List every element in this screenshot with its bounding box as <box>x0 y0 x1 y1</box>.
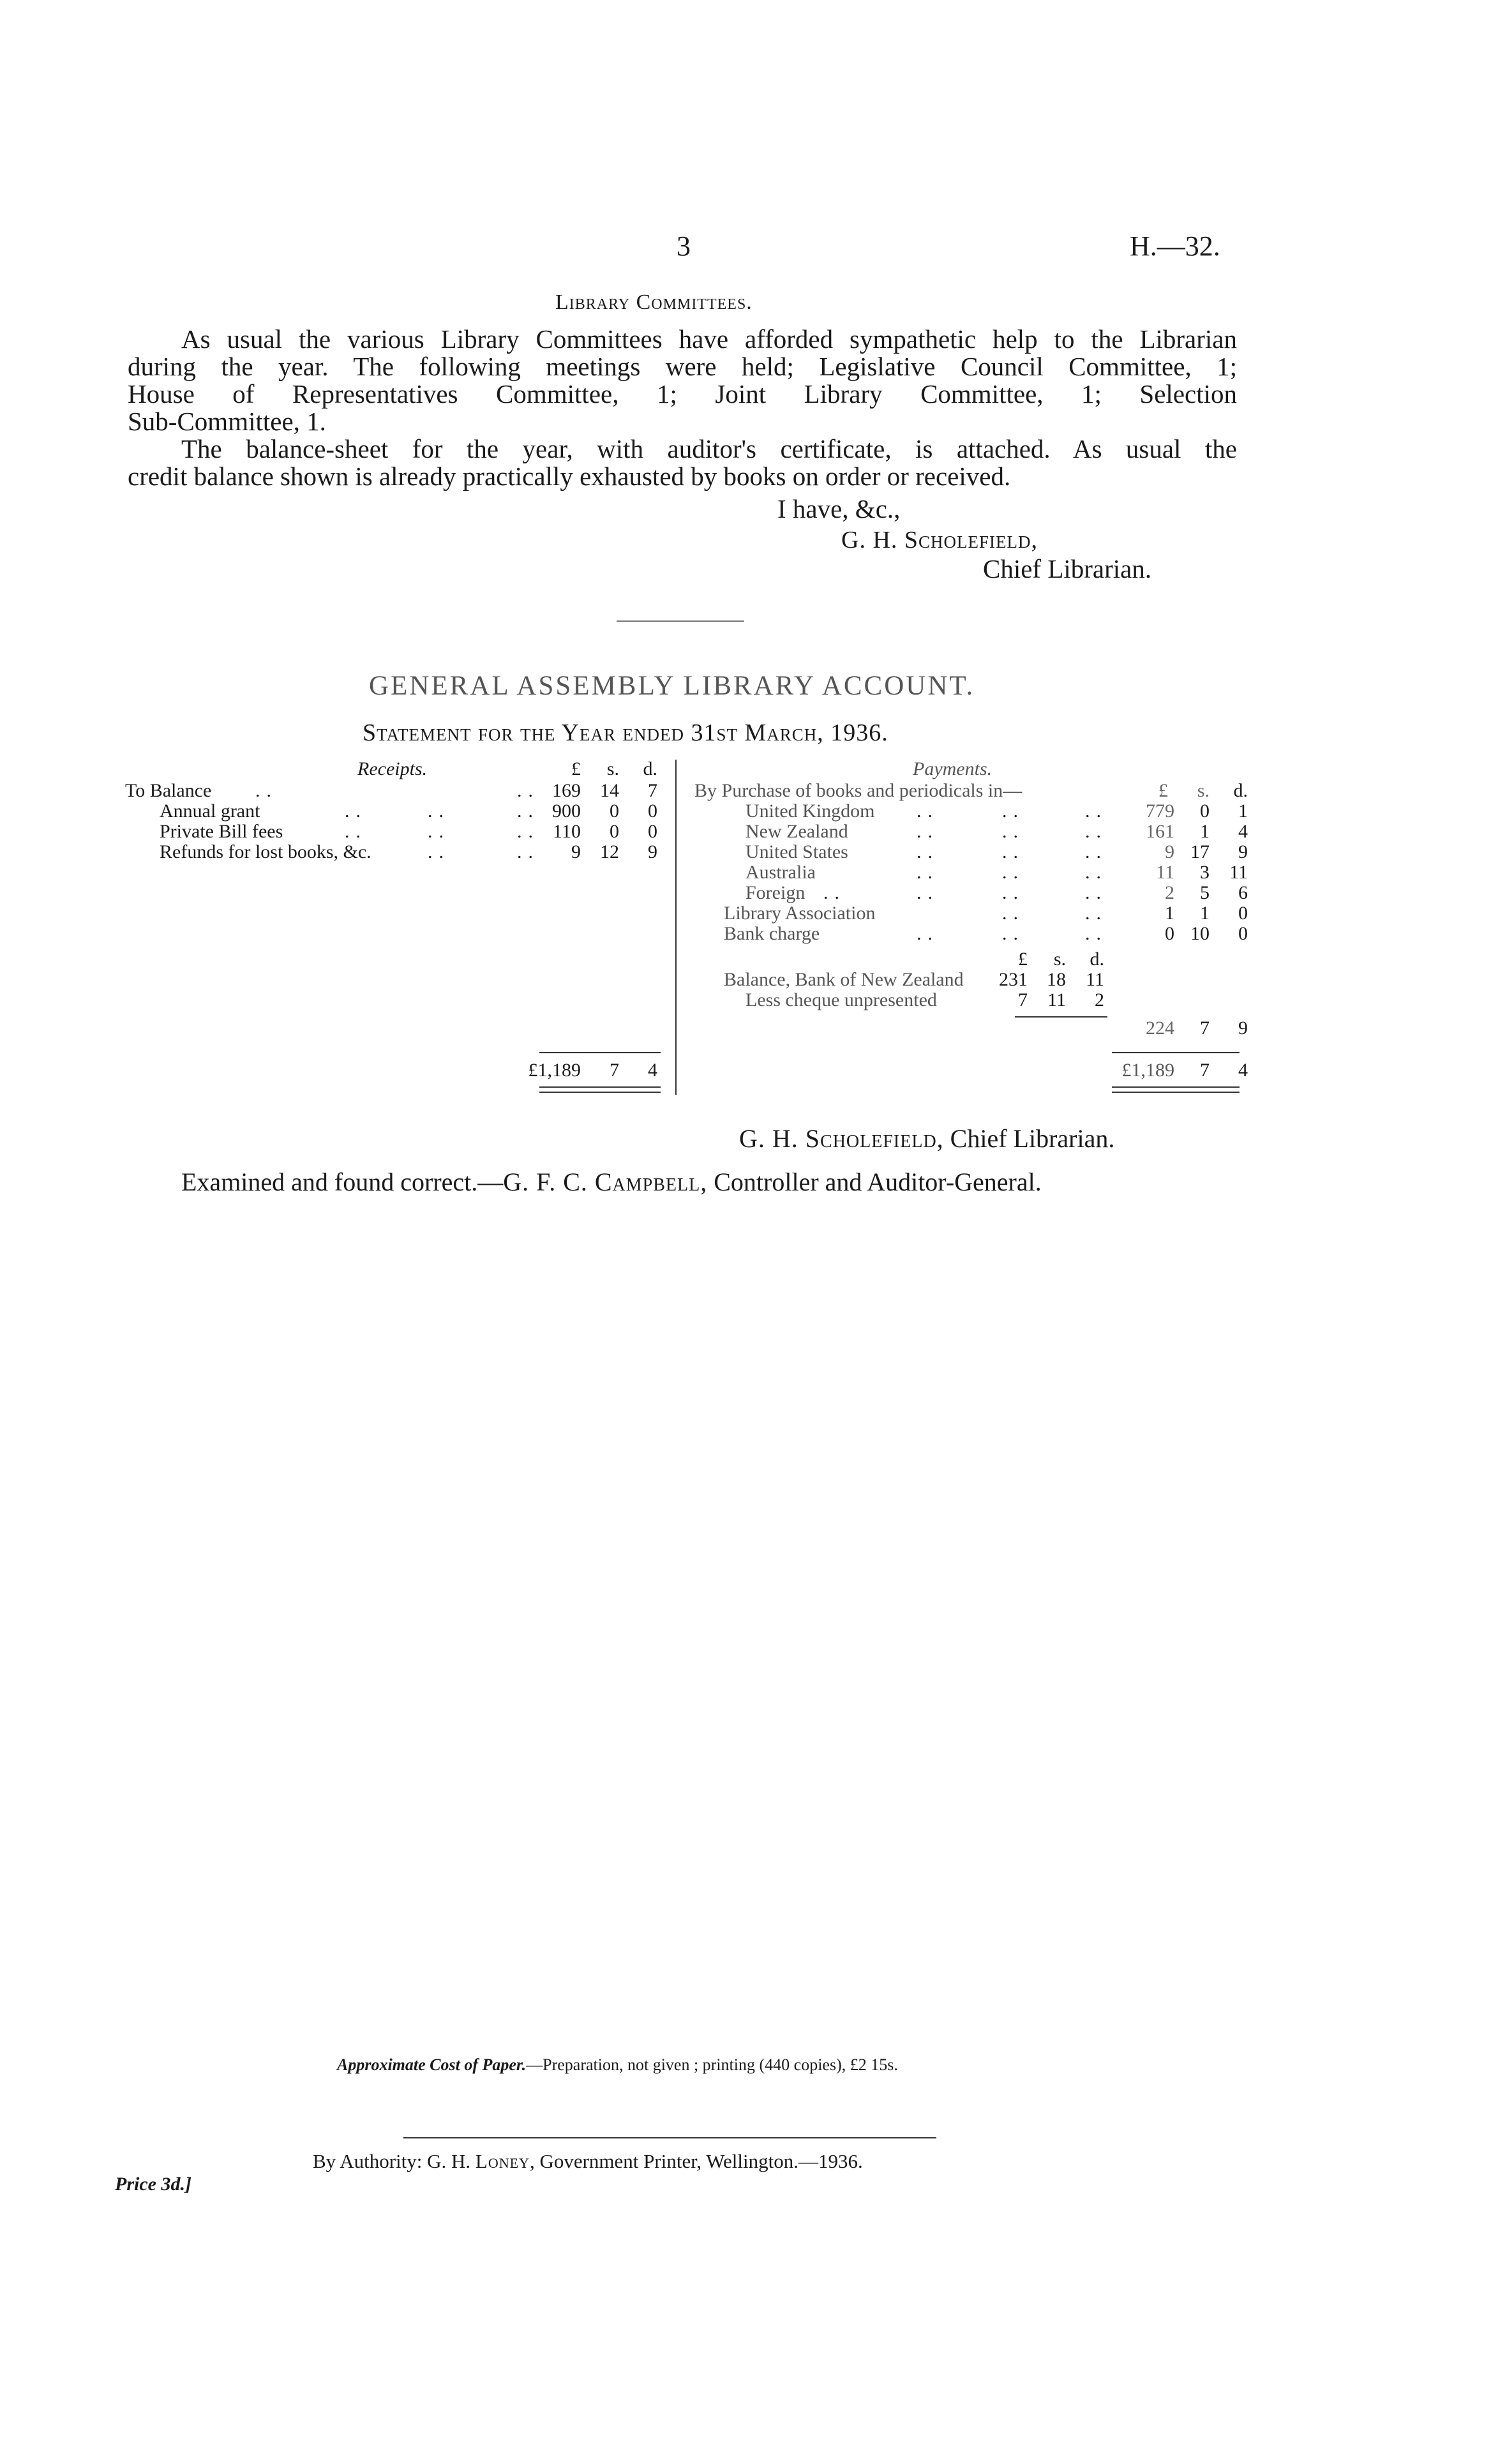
leader-dots: .. <box>1085 841 1107 862</box>
payment-label: Bank charge <box>724 923 820 944</box>
balance-bank-label: Balance, Bank of New Zealand <box>724 969 964 990</box>
payment-label: New Zealand <box>746 821 848 842</box>
payment-pence: 0 <box>1238 903 1248 924</box>
examined-prefix: Examined and found correct.— <box>181 1168 504 1196</box>
leader-dots: .. <box>428 821 450 842</box>
payment-label: Library Association <box>724 903 876 924</box>
printer-name: Loney <box>475 2150 530 2172</box>
footer-rule <box>403 2137 936 2138</box>
payment-shillings: 3 <box>1200 862 1210 883</box>
double-rule <box>1112 1092 1240 1093</box>
text-line: during the year. The following meetings were held; Legislative Council Committee, 1; <box>128 352 1237 381</box>
double-rule <box>1112 1086 1240 1088</box>
payments-pounds-header: £ <box>1158 780 1168 801</box>
leader-dots: .. <box>1085 862 1107 883</box>
receipt-pounds: 169 <box>552 780 581 801</box>
signer-title: Chief Librarian. <box>983 554 1152 583</box>
payment-pounds: 2 <box>1165 882 1174 903</box>
cost-note <box>337 2055 898 2075</box>
account-subtitle: Statement for the Year ended 31st March, 1936. <box>363 719 888 746</box>
balance-bank-shillings: 18 <box>1047 969 1066 990</box>
payment-pence: 9 <box>1238 841 1248 862</box>
committees-paragraph-2 <box>128 435 1237 490</box>
payment-label: United Kingdom <box>746 800 875 822</box>
payment-shillings: 10 <box>1190 923 1210 944</box>
less-cheque-pounds: 7 <box>1018 989 1028 1010</box>
payment-pence: 11 <box>1229 862 1248 883</box>
text-line: The balance-sheet for the year, with auditor's certificate, is attached. As usual the <box>181 434 1237 463</box>
inner-pence-header: d. <box>1090 949 1104 970</box>
receipts-total-pence: 4 <box>648 1060 657 1081</box>
leader-dots: .. <box>917 800 939 822</box>
leader-dots: .. <box>255 780 278 801</box>
payment-pounds: 11 <box>1156 862 1174 883</box>
leader-dots: .. <box>428 800 450 822</box>
double-rule <box>539 1086 661 1088</box>
leader-dots: .. <box>517 821 539 842</box>
leader-dots: .. <box>1002 882 1024 903</box>
payments-total-shillings: 7 <box>1200 1060 1210 1081</box>
inner-pounds-header: £ <box>1018 949 1028 970</box>
payment-pounds: 161 <box>1146 821 1174 842</box>
leader-dots: .. <box>917 841 939 862</box>
leader-dots: .. <box>517 800 539 822</box>
leader-dots: .. <box>1002 800 1024 822</box>
payment-pence: 0 <box>1238 923 1248 944</box>
account-signature <box>739 1123 1114 1153</box>
payment-shillings: 1 <box>1200 903 1210 924</box>
payment-pence: 6 <box>1238 882 1248 903</box>
payments-intro: By Purchase of books and periodicals in— <box>694 780 1023 801</box>
receipts-shillings-header: s. <box>606 758 619 779</box>
payment-label: United States <box>746 841 848 862</box>
auditor-title: Controller and Auditor-General. <box>714 1168 1042 1196</box>
payment-shillings: 5 <box>1200 882 1210 903</box>
payments-heading: Payments. <box>913 758 993 779</box>
payment-pounds: 1 <box>1165 903 1174 924</box>
payment-label: Australia <box>746 862 816 883</box>
leader-dots: .. <box>517 780 539 801</box>
leader-dots: .. <box>917 923 939 944</box>
leader-dots: .. <box>1002 903 1024 924</box>
payment-shillings: 17 <box>1190 841 1210 862</box>
leader-dots: .. <box>1085 923 1107 944</box>
text-line: Sub-Committee, 1. <box>128 407 326 436</box>
leader-dots: .. <box>517 841 539 862</box>
leader-dots: .. <box>917 821 939 842</box>
receipt-shillings: 0 <box>610 821 619 842</box>
receipts-pounds-header: £ <box>571 758 581 779</box>
receipts-pence-header: d. <box>643 758 657 779</box>
payment-pounds: 9 <box>1165 841 1174 862</box>
account-signer-title: Chief Librarian. <box>950 1124 1115 1153</box>
text-line: As usual the various Library Committees have afforded sympathetic help to the Librarian <box>181 324 1237 354</box>
receipt-label: Annual grant <box>160 800 260 822</box>
cost-label: Approximate Cost of Paper. <box>337 2055 527 2074</box>
receipts-total-shillings: 7 <box>610 1060 619 1081</box>
signer-name: G. H. Scholefield, <box>841 527 1038 553</box>
column-divider <box>675 760 677 1095</box>
balance-bank-pounds: 231 <box>999 969 1028 990</box>
net-balance-shillings: 7 <box>1200 1018 1210 1039</box>
total-rule <box>1112 1052 1240 1053</box>
payment-label: Foreign <box>746 882 805 903</box>
double-rule <box>539 1092 661 1093</box>
leader-dots: .. <box>345 821 367 842</box>
receipt-shillings: 12 <box>600 841 619 862</box>
payment-pounds: 0 <box>1165 923 1174 944</box>
document-reference: H.—32. <box>1130 230 1220 262</box>
section-divider <box>617 620 744 622</box>
receipt-pence: 7 <box>648 780 657 801</box>
receipt-label: Private Bill fees <box>160 821 283 842</box>
less-cheque-shillings: 11 <box>1047 989 1066 1010</box>
leader-dots: .. <box>428 841 450 862</box>
net-balance-pence: 9 <box>1238 1018 1248 1039</box>
leader-dots: .. <box>1002 841 1024 862</box>
receipt-pence: 9 <box>648 841 657 862</box>
committees-paragraph-1 <box>128 326 1237 435</box>
section-heading: Library Committees. <box>555 290 753 314</box>
payment-pence: 4 <box>1238 821 1248 842</box>
text-line: House of Representatives Committee, 1; Joint Library Committee, 1; Selection <box>128 379 1237 409</box>
balance-bank-pence: 11 <box>1086 969 1104 990</box>
receipt-label: To Balance <box>125 780 212 801</box>
printer-authority <box>313 2150 863 2173</box>
closing-phrase: I have, &c., <box>777 494 901 523</box>
page-number: 3 <box>677 230 691 262</box>
payments-total-pounds: £1,189 <box>1121 1060 1174 1081</box>
leader-dots: .. <box>917 882 939 903</box>
payment-shillings: 1 <box>1200 821 1210 842</box>
net-balance-pounds: 224 <box>1146 1018 1174 1039</box>
leader-dots: .. <box>1085 882 1107 903</box>
authority-prefix: By Authority: G. H. <box>313 2150 476 2172</box>
payment-shillings: 0 <box>1200 800 1210 822</box>
leader-dots: .. <box>917 862 939 883</box>
receipt-shillings: 0 <box>610 800 619 822</box>
authority-suffix: , Government Printer, Wellington.—1936. <box>529 2150 863 2172</box>
subtotal-rule <box>1015 1016 1107 1018</box>
examined-statement <box>181 1167 1042 1197</box>
receipt-label: Refunds for lost books, &c. <box>160 841 371 862</box>
payments-pence-header: d. <box>1233 780 1248 801</box>
receipts-total-pounds: £1,189 <box>528 1060 581 1081</box>
leader-dots: .. <box>1085 821 1107 842</box>
receipt-pence: 0 <box>648 821 657 842</box>
account-title: GENERAL ASSEMBLY LIBRARY ACCOUNT. <box>369 671 975 701</box>
leader-dots: .. <box>1085 800 1107 822</box>
cost-text: —Preparation, not given ; printing (440 copies), £2 15s. <box>526 2055 898 2074</box>
receipt-pounds: 9 <box>571 841 581 862</box>
auditor-name: G. F. C. Campbell, <box>503 1168 708 1196</box>
price-note: Price 3d.] <box>115 2174 191 2195</box>
leader-dots: .. <box>823 882 846 903</box>
receipt-pounds: 110 <box>553 821 581 842</box>
less-cheque-pence: 2 <box>1095 989 1104 1010</box>
less-cheque-label: Less cheque unpresented <box>746 989 937 1010</box>
leader-dots: .. <box>1002 821 1024 842</box>
total-rule <box>539 1052 661 1053</box>
leader-dots: .. <box>345 800 367 822</box>
inner-shillings-header: s. <box>1053 949 1066 970</box>
payment-pence: 1 <box>1238 800 1248 822</box>
payment-pounds: 779 <box>1146 800 1174 822</box>
text-line: credit balance shown is already practically exhausted by books on order or received. <box>128 462 1011 491</box>
leader-dots: .. <box>1002 862 1024 883</box>
payments-shillings-header: s. <box>1197 780 1210 801</box>
leader-dots: .. <box>1085 903 1107 924</box>
receipts-heading: Receipts. <box>357 758 428 779</box>
payments-total-pence: 4 <box>1238 1060 1248 1081</box>
account-signer-name: G. H. Scholefield, <box>739 1124 944 1153</box>
leader-dots: .. <box>1002 923 1024 944</box>
receipt-pounds: 900 <box>552 800 581 822</box>
receipt-shillings: 14 <box>600 780 619 801</box>
receipt-pence: 0 <box>648 800 657 822</box>
